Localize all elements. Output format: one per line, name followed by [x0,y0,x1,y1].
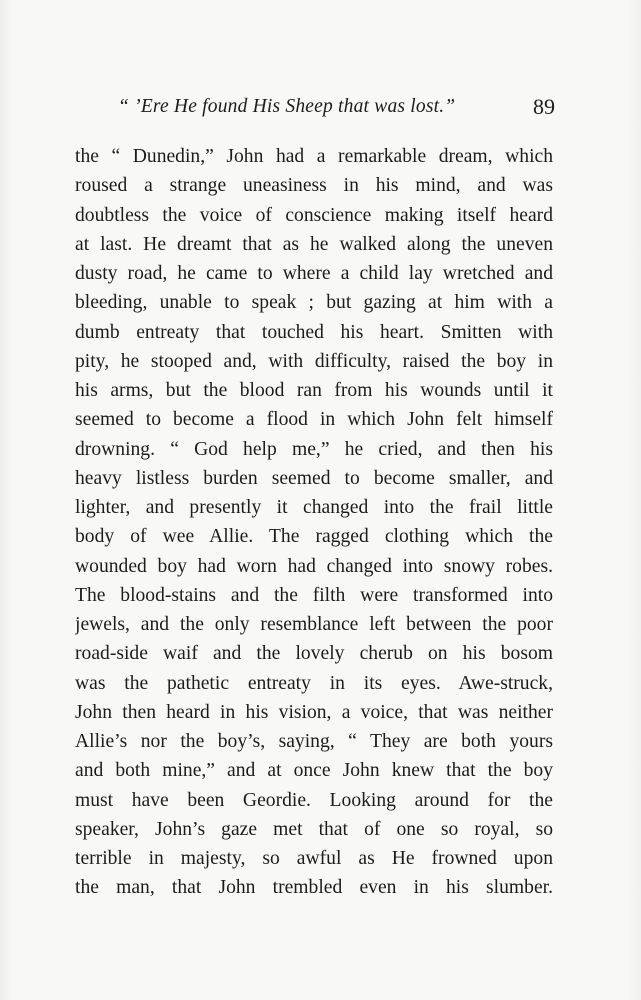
text-line: lighter, and presently it changed into the frail little [75,497,553,518]
body-text [75,142,553,903]
text-line: the “ Dunedin,” John had a remarkable dream, which [75,146,553,167]
page-number: 89 [533,94,555,119]
text-line: The blood-stains and the filth were transformed into [75,584,553,606]
text-line: speaker, John’s gaze met that of one so royal, so [75,818,553,840]
text-line: the man, that John trembled even in his slumber. [75,877,553,899]
text-line: roused a strange uneasiness in his mind, and was [75,175,553,197]
text-line: heavy listless burden seemed to become smaller, and [75,467,553,489]
text-line: bleeding, unable to speak ; but gazing at him with a [75,292,553,314]
text-line: his arms, but the blood ran from his wounds until it [75,380,553,401]
running-head [118,96,558,118]
text-line: was the pathetic entreaty in its eyes. Awe-struck, [75,672,553,694]
text-line: Allie’s nor the boy’s, saying, “ They are both yours [75,731,553,752]
text-line: road-side waif and the lovely cherub on his bosom [75,643,553,665]
text-line: doubtless the voice of conscience making itself heard [75,204,553,226]
text-line: body of wee Allie. The ragged clothing which the [75,526,553,548]
running-title: “ ’Ere He found His Sheep that was lost.” [118,96,456,117]
text-line: wounded boy had worn had changed into snowy robes. [75,555,553,577]
text-line: dumb entreaty that touched his heart. Smitten with [75,321,553,343]
text-line: dusty road, he came to where a child lay wretched and [75,263,553,284]
text-line: and both mine,” and at once John knew that the boy [75,760,553,782]
text-line: John then heard in his vision, a voice, that was neither [75,701,553,723]
text-line: at last. He dreamt that as he walked along the uneven [75,233,553,255]
text-line: must have been Geordie. Looking around for the [75,789,553,811]
text-line: pity, he stooped and, with difficulty, raised the boy in [75,350,553,372]
text-line: seemed to become a flood in which John felt himself [75,409,553,431]
text-line: drowning. “ God help me,” he cried, and then his [75,438,553,460]
text-line: terrible in majesty, so awful as He frowned upon [75,848,553,869]
text-line: jewels, and the only resemblance left between the poor [75,614,553,635]
